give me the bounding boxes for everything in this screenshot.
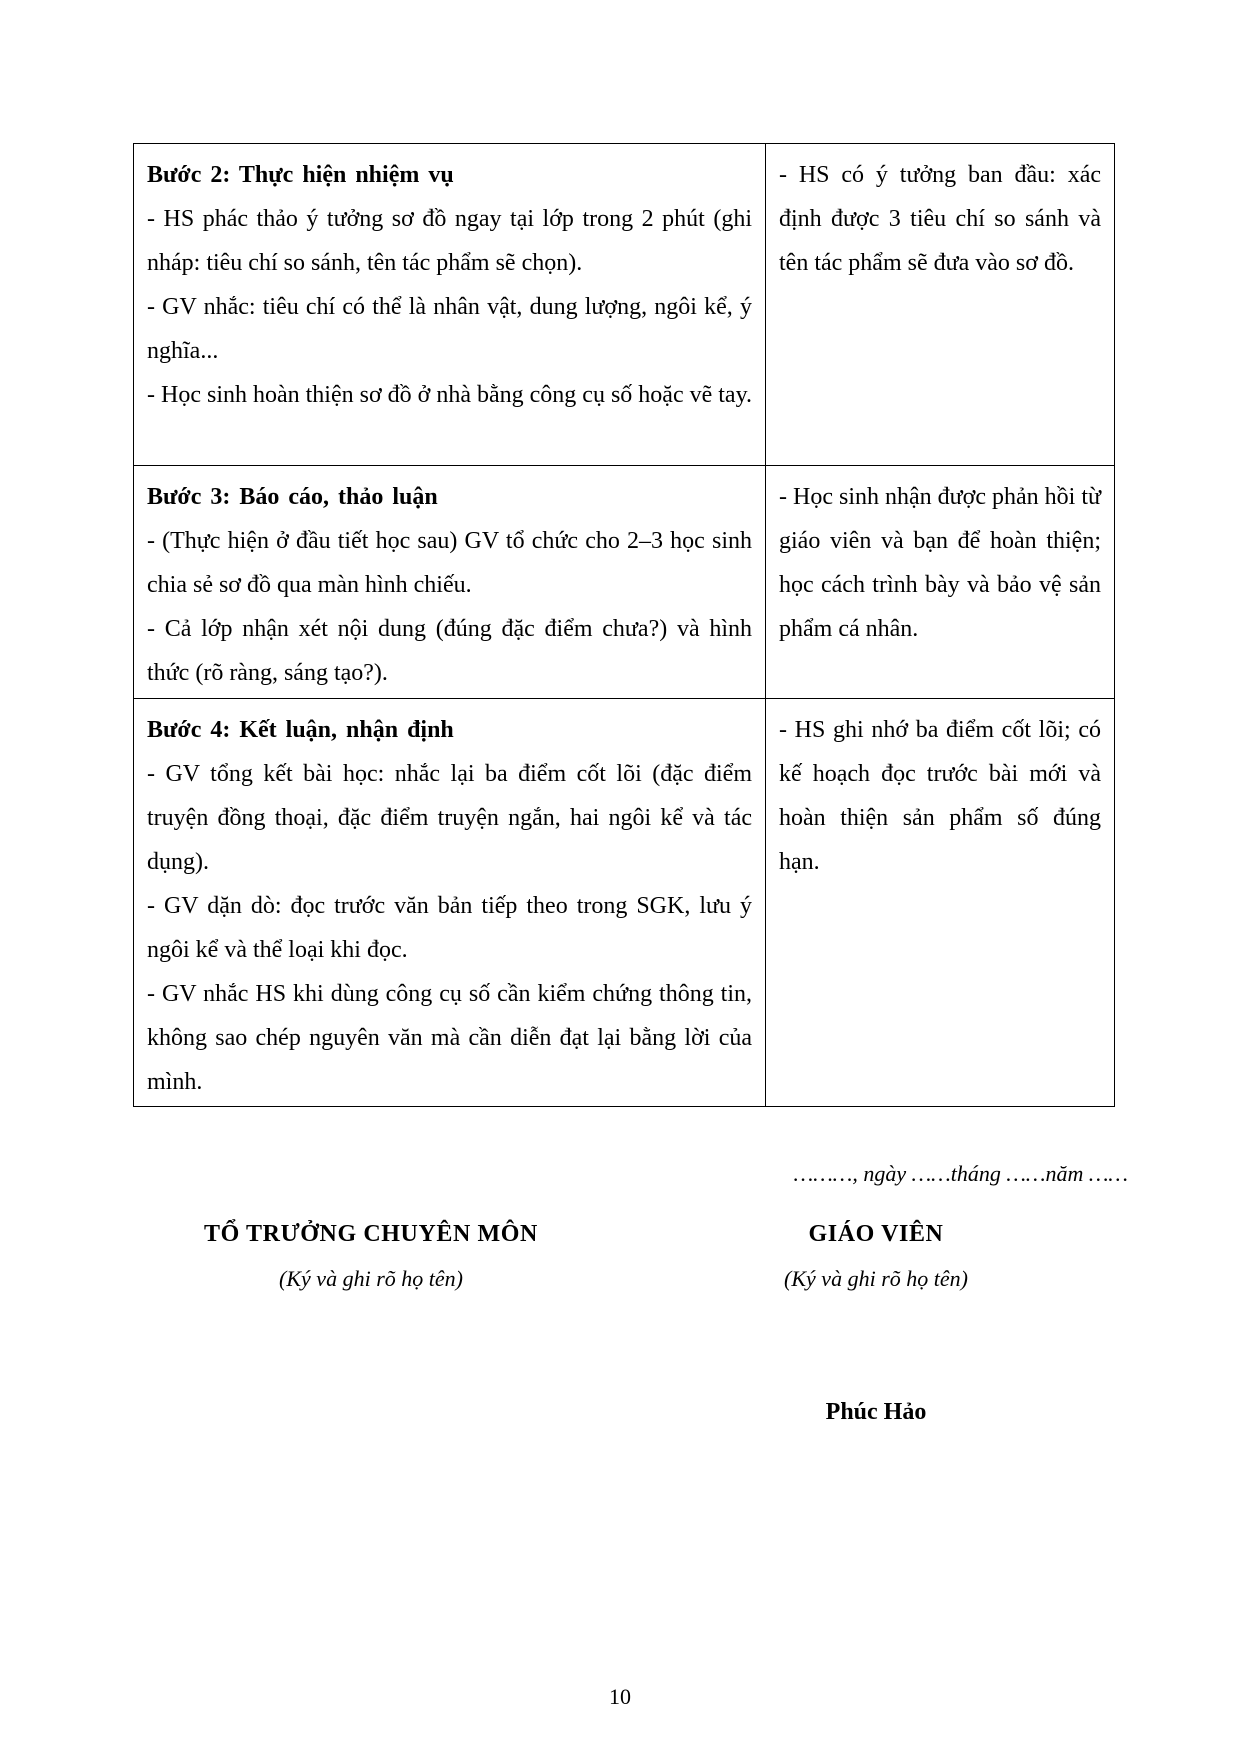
activity-item: - Cả lớp nhận xét nội dung (đúng đặc điểm chưa?) và hình thức (rõ ràng, sáng tạo?).: [147, 616, 752, 686]
outcome-cell-step-4: [766, 699, 1115, 1107]
step-heading: Bước 2: Thực hiện nhiệm vụ: [147, 162, 454, 188]
outcome-cell-step-2: [766, 144, 1115, 466]
activity-item: - GV dặn dò: đọc trước văn bản tiếp theo trong SGK, lưu ý ngôi kể và thể loại khi đọc.: [147, 893, 752, 963]
teacher-title: GIÁO VIÊN: [808, 1221, 944, 1247]
lesson-steps-table: [133, 143, 1115, 1107]
signature-instruction: (Ký và ghi rõ họ tên): [279, 1266, 463, 1291]
date-line: ………, ngày ……tháng ……năm ……: [793, 1161, 1128, 1186]
activity-item: - GV tổng kết bài học: nhắc lại ba điểm cốt lõi (đặc điểm truyện đồng thoại, đặc điểm truyện ngắn, hai ngôi kể và tác dụng).: [147, 761, 752, 875]
department-head-signature-block: [121, 1219, 621, 1294]
activity-item: - HS phác thảo ý tưởng sơ đồ ngay tại lớp trong 2 phút (ghi nháp: tiêu chí so sánh, tên tác phẩm sẽ chọn).: [147, 206, 752, 276]
outcome-text: - HS ghi nhớ ba điểm cốt lõi; có kế hoạch đọc trước bài mới và hoàn thiện sản phẩm số đúng hạn.: [779, 717, 1101, 875]
activity-cell-step-3: [134, 466, 766, 699]
signature-instruction: (Ký và ghi rõ họ tên): [784, 1266, 968, 1291]
step-heading: Bước 3: Báo cáo, thảo luận: [147, 484, 438, 510]
teacher-signature-block: [626, 1219, 1126, 1294]
activity-cell-step-4: [134, 699, 766, 1107]
outcome-text: - Học sinh nhận được phản hồi từ giáo viên và bạn để hoàn thiện; học cách trình bày và bảo vệ sản phẩm cá nhân.: [779, 484, 1101, 642]
teacher-name: Phúc Hảo: [825, 1399, 927, 1425]
step-heading: Bước 4: Kết luận, nhận định: [147, 717, 454, 743]
page-number: 10: [609, 1684, 631, 1709]
outcome-text: - HS có ý tưởng ban đầu: xác định được 3 tiêu chí so sánh và tên tác phẩm sẽ đưa vào sơ đồ.: [779, 162, 1101, 276]
outcome-cell-step-3: [766, 466, 1115, 699]
activity-item: - (Thực hiện ở đầu tiết học sau) GV tổ chức cho 2–3 học sinh chia sẻ sơ đồ qua màn hình chiếu.: [147, 528, 752, 598]
activity-item: - GV nhắc HS khi dùng công cụ số cần kiểm chứng thông tin, không sao chép nguyên văn mà cần diễn đạt lại bằng lời của mình.: [147, 981, 752, 1095]
activity-item: - GV nhắc: tiêu chí có thể là nhân vật, dung lượng, ngôi kể, ý nghĩa...: [147, 294, 752, 364]
activity-item: - Học sinh hoàn thiện sơ đồ ở nhà bằng công cụ số hoặc vẽ tay.: [147, 382, 753, 408]
activity-cell-step-2: [134, 144, 766, 466]
department-head-title: TỔ TRƯỞNG CHUYÊN MÔN: [203, 1221, 538, 1247]
